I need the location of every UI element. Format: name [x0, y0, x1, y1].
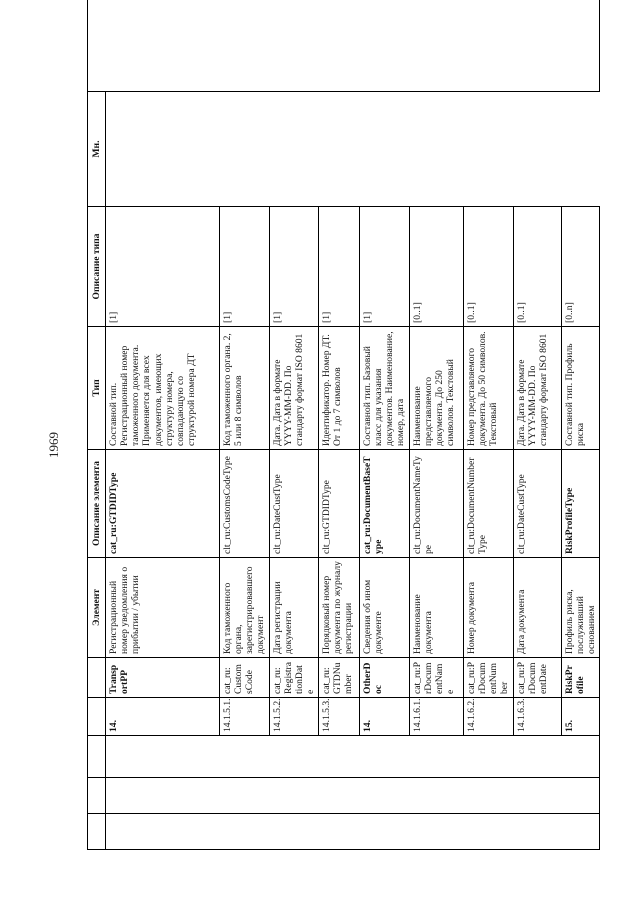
- row-type-description: Номер представляемого документа. До 50 символов. Текстовый: [463, 327, 513, 450]
- row-type: clt_ru:DateCustType: [269, 450, 319, 558]
- row-element: OtherDoc: [360, 658, 410, 698]
- row-type: clt_ru:DocumentNumberType: [463, 450, 513, 558]
- row-number: 14.1.5.3.: [319, 698, 360, 736]
- row-number: 14.: [106, 698, 220, 736]
- table-row: [409, 0, 463, 850]
- table-row: [220, 0, 270, 850]
- header-row: [88, 0, 106, 850]
- row-type-description: Составной тип. Регистрационный номер таможенного документа. Применяется для всех документов, имеющих структуру номера, совпадающую со структурой номера ДТ: [106, 327, 220, 450]
- row-element: cat_ru:CustomsCode: [220, 658, 270, 698]
- row-number: 15.: [561, 698, 599, 736]
- row-description: Регистрационный номер уведомления о прибытии / убытии: [106, 558, 220, 658]
- header-type-description: Описание типа: [88, 207, 106, 327]
- row-multiplicity: [1]: [106, 207, 220, 327]
- rotated-table-frame: [87, 70, 597, 850]
- row-element: cat_ru:RegistrationDate: [269, 658, 319, 698]
- row-type-description: Дата. Дата в формате YYYY-MM-DD. По стандарту формат ISO 8601: [513, 327, 561, 450]
- row-type-description: Дата. Дата в формате YYYY-MM-DD. По стандарту формат ISO 8601: [269, 327, 319, 450]
- row-type: cat_ru:DocumentBaseType: [360, 450, 410, 558]
- indent-cell: [106, 778, 600, 814]
- row-type: RiskProfileType: [561, 450, 599, 558]
- row-element: cat_ru:PrDocumentDate: [513, 658, 561, 698]
- header-description: Описание элемента: [88, 450, 106, 558]
- row-number: 14.: [360, 698, 410, 736]
- table-row: [463, 0, 513, 850]
- row-number: 14.1.6.2.: [463, 698, 513, 736]
- row-number: 14.1.5.1.: [220, 698, 270, 736]
- row-multiplicity: [1]: [360, 207, 410, 327]
- row-number: 14.1.6.3.: [513, 698, 561, 736]
- header-element: Элемент: [88, 558, 106, 658]
- row-description: Профиль риска, послуживший основанием: [561, 558, 599, 658]
- row-type: clt_ru:GTDIDType: [319, 450, 360, 558]
- row-type-description: Составной тип. Базовый класс для указания документов. Наименование, номер, дата: [360, 327, 410, 450]
- schema-table: [87, 0, 600, 850]
- table-row: [360, 0, 410, 850]
- row-type: clt_ru:DateCustType: [513, 450, 561, 558]
- table-row: [561, 0, 599, 850]
- row-element: cat_ru:GTDNumber: [319, 658, 360, 698]
- right-margin-cell: [88, 0, 600, 92]
- row-type-description: Наименование представляемого документа. До 250 символов. Текстовый: [409, 327, 463, 450]
- row-type-description: Код таможенного органа. 2, 5 или 8 символов: [220, 327, 270, 450]
- row-element: cat_ru:PrDocumentNumber: [463, 658, 513, 698]
- header-multiplicity: Мн.: [88, 92, 106, 207]
- row-description: Наименование документа: [409, 558, 463, 658]
- row-multiplicity: [1]: [269, 207, 319, 327]
- row-multiplicity: [1]: [319, 207, 360, 327]
- row-description: Сведения об ином документе: [360, 558, 410, 658]
- table-row: [269, 0, 319, 850]
- row-number: 14.1.5.2.: [269, 698, 319, 736]
- row-multiplicity: [1]: [220, 207, 270, 327]
- row-element: RiskProfile: [561, 658, 599, 698]
- row-description: Порядковый номер документа по журналу регистрации: [319, 558, 360, 658]
- table-row: [319, 0, 360, 850]
- row-number: 14.1.6.1.: [409, 698, 463, 736]
- table-row: [106, 0, 220, 850]
- row-description: Номер документа: [463, 558, 513, 658]
- row-type: cat_ru:GTDIDType: [106, 450, 220, 558]
- row-type-description: Составной тип. Профиль риска: [561, 327, 599, 450]
- row-type: clt_ru:CustomsCodeType: [220, 450, 270, 558]
- row-description: Дата регистрации документа: [269, 558, 319, 658]
- row-description: Код таможенного органа, зарегистрировавшего документ: [220, 558, 270, 658]
- indent-cell: [106, 736, 600, 778]
- row-element: cat_ru:PrDocumentName: [409, 658, 463, 698]
- header-type: Тип: [88, 327, 106, 450]
- row-type-description: Идентификатор. Номер ДТ. От 1 до 7 символов: [319, 327, 360, 450]
- table-row: [513, 0, 561, 850]
- row-multiplicity: [0..n]: [561, 207, 599, 327]
- row-multiplicity: [0..1]: [463, 207, 513, 327]
- row-type: clt_ru:DocumentNameType: [409, 450, 463, 558]
- row-multiplicity: [0..1]: [513, 207, 561, 327]
- row-element: TransportPP: [106, 658, 220, 698]
- left-margin-cell: [106, 814, 600, 850]
- row-description: Дата документа: [513, 558, 561, 658]
- row-multiplicity: [0..1]: [409, 207, 463, 327]
- page-number: 1969: [46, 432, 61, 458]
